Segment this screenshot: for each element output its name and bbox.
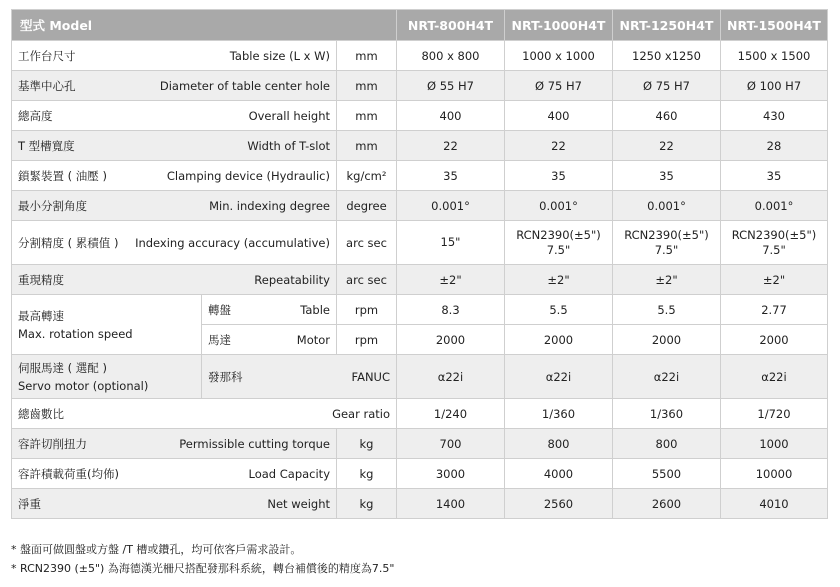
value-cell: 5500 <box>613 459 721 489</box>
value-cell: α22i <box>505 355 613 399</box>
row-load-capacity <box>12 459 828 489</box>
row-label <box>12 429 337 459</box>
value-cell: 35 <box>505 161 613 191</box>
row-label <box>12 101 337 131</box>
value-cell: 1000 <box>721 429 828 459</box>
sub-label <box>202 355 397 399</box>
sub-label <box>202 295 337 325</box>
speed-label <box>12 295 202 355</box>
value-cell: 2560 <box>505 489 613 519</box>
unit-cell: mm <box>337 71 397 101</box>
value-cell: Ø 55 H7 <box>397 71 505 101</box>
label-zh: 總齒數比 <box>18 406 64 421</box>
value-cell: Ø 100 H7 <box>721 71 828 101</box>
label-en: Servo motor (optional) <box>18 378 149 393</box>
value-cell: 5.5 <box>505 295 613 325</box>
value-cell <box>613 221 721 265</box>
label-en: Load Capacity <box>248 466 330 481</box>
value-cell: Ø 75 H7 <box>613 71 721 101</box>
value-cell: 8.3 <box>397 295 505 325</box>
servo-label <box>12 355 202 399</box>
sub-label-zh: 發那科 <box>208 369 243 384</box>
unit-cell: rpm <box>337 295 397 325</box>
label-zh: 分割精度 ( 累積值 ) <box>18 235 119 250</box>
model-header: 型式 Model <box>12 10 397 41</box>
model-col-1: NRT-800H4T <box>397 10 505 41</box>
unit-cell: kg/cm² <box>337 161 397 191</box>
row-label <box>12 265 337 295</box>
row-clamping-device <box>12 161 828 191</box>
row-label <box>12 459 337 489</box>
value-cell: 1/360 <box>613 399 721 429</box>
value-cell: 35 <box>397 161 505 191</box>
value-cell: 22 <box>505 131 613 161</box>
unit-cell: degree <box>337 191 397 221</box>
row-overall-height <box>12 101 828 131</box>
value-cell: 2000 <box>397 325 505 355</box>
value-line-1: 15" <box>440 235 461 249</box>
value-cell: ±2" <box>721 265 828 295</box>
row-label <box>12 399 397 429</box>
value-cell: ±2" <box>613 265 721 295</box>
value-cell: 2000 <box>613 325 721 355</box>
value-cell: 400 <box>397 101 505 131</box>
value-cell: 1/720 <box>721 399 828 429</box>
label-zh: 基準中心孔 <box>18 78 76 93</box>
value-line-2: 7.5" <box>546 242 571 257</box>
value-cell: 460 <box>613 101 721 131</box>
value-line-1: RCN2390(±5") <box>624 227 709 242</box>
value-line-2: 7.5" <box>654 242 679 257</box>
label-en: Clamping device (Hydraulic) <box>166 168 330 183</box>
value-cell: 35 <box>613 161 721 191</box>
label-en: Permissible cutting torque <box>179 436 330 451</box>
value-line-1: RCN2390(±5") <box>516 227 601 242</box>
footnote: * RCN2390 (±5") 為海德漢光柵尺搭配發那科系統，轉台補償後的精度為7.5" <box>11 562 395 575</box>
value-cell: 800 x 800 <box>397 41 505 71</box>
label-en: Min. indexing degree <box>209 198 330 213</box>
footnotes <box>11 540 394 578</box>
row-repeatability <box>12 265 828 295</box>
label-zh: 容許積載荷重(均佈) <box>18 466 119 481</box>
row-indexing-accuracy <box>12 221 828 265</box>
value-cell: α22i <box>721 355 828 399</box>
value-cell: α22i <box>613 355 721 399</box>
value-cell: 5.5 <box>613 295 721 325</box>
row-label <box>12 191 337 221</box>
value-cell: 800 <box>613 429 721 459</box>
label-zh: 最高轉速 <box>18 308 64 323</box>
value-cell: 1/360 <box>505 399 613 429</box>
row-label <box>12 41 337 71</box>
row-label <box>12 161 337 191</box>
unit-cell: mm <box>337 101 397 131</box>
label-zh: T 型槽寬度 <box>18 138 75 153</box>
value-cell: 1400 <box>397 489 505 519</box>
label-en: Net weight <box>267 496 330 511</box>
row-servo-motor <box>12 355 828 399</box>
value-cell: 800 <box>505 429 613 459</box>
label-en: Overall height <box>248 108 330 123</box>
sub-label-zh: 轉盤 <box>208 302 231 317</box>
row-label <box>12 221 337 265</box>
label-en: Table size (L x W) <box>229 48 330 63</box>
sub-label-en: Motor <box>296 332 330 347</box>
label-zh: 重現精度 <box>18 272 64 287</box>
label-zh: 最小分割角度 <box>18 198 87 213</box>
label-en: Repeatability <box>254 272 330 287</box>
value-cell: 1000 x 1000 <box>505 41 613 71</box>
value-cell: 2.77 <box>721 295 828 325</box>
unit-cell: rpm <box>337 325 397 355</box>
value-cell: ±2" <box>505 265 613 295</box>
label-zh: 工作台尺寸 <box>18 48 76 63</box>
value-cell <box>721 221 828 265</box>
value-cell: 1250 x1250 <box>613 41 721 71</box>
value-line-2: 7.5" <box>762 242 786 257</box>
value-cell: Ø 75 H7 <box>505 71 613 101</box>
label-en: Width of T-slot <box>247 138 330 153</box>
sub-label-zh: 馬達 <box>208 332 231 347</box>
model-col-2: NRT-1000H4T <box>505 10 613 41</box>
label-zh: 總高度 <box>18 108 53 123</box>
value-cell: 0.001° <box>397 191 505 221</box>
value-cell: 28 <box>721 131 828 161</box>
row-gear-ratio <box>12 399 828 429</box>
row-label <box>12 71 337 101</box>
value-cell: 0.001° <box>613 191 721 221</box>
value-cell: 0.001° <box>721 191 828 221</box>
label-zh: 淨重 <box>18 496 41 511</box>
value-cell: 400 <box>505 101 613 131</box>
value-cell: 35 <box>721 161 828 191</box>
value-cell: 430 <box>721 101 828 131</box>
row-speed-table <box>12 295 828 325</box>
value-cell: 0.001° <box>505 191 613 221</box>
value-cell: 4000 <box>505 459 613 489</box>
row-center-hole <box>12 71 828 101</box>
spec-table <box>11 9 828 519</box>
sub-label-en: FANUC <box>351 369 390 384</box>
value-cell <box>505 221 613 265</box>
header-row <box>12 10 828 41</box>
value-cell: 4010 <box>721 489 828 519</box>
unit-cell: mm <box>337 131 397 161</box>
value-cell: 22 <box>613 131 721 161</box>
value-cell: 2000 <box>721 325 828 355</box>
value-line-1: RCN2390(±5") <box>731 227 817 242</box>
row-label <box>12 489 337 519</box>
value-cell: 10000 <box>721 459 828 489</box>
value-cell <box>397 221 505 265</box>
value-cell: α22i <box>397 355 505 399</box>
row-tslot-width <box>12 131 828 161</box>
value-cell: ±2" <box>397 265 505 295</box>
label-zh: 鎖緊裝置 ( 油壓 ) <box>18 168 107 183</box>
label-en: Indexing accuracy (accumulative) <box>135 235 330 250</box>
label-zh: 伺服馬達 ( 選配 ) <box>18 360 107 375</box>
label-zh: 容許切削扭力 <box>18 436 87 451</box>
unit-cell: kg <box>337 429 397 459</box>
row-table-size <box>12 41 828 71</box>
unit-cell: kg <box>337 489 397 519</box>
label-en: Max. rotation speed <box>18 326 133 341</box>
value-cell: 2000 <box>505 325 613 355</box>
value-cell: 1500 x 1500 <box>721 41 828 71</box>
row-min-indexing <box>12 191 828 221</box>
unit-cell: mm <box>337 41 397 71</box>
value-cell: 2600 <box>613 489 721 519</box>
unit-cell: arc sec <box>337 221 397 265</box>
value-cell: 1/240 <box>397 399 505 429</box>
label-en: Diameter of table center hole <box>159 78 330 93</box>
value-cell: 3000 <box>397 459 505 489</box>
unit-cell: arc sec <box>337 265 397 295</box>
row-cutting-torque <box>12 429 828 459</box>
unit-cell: kg <box>337 459 397 489</box>
value-cell: 700 <box>397 429 505 459</box>
model-col-4: NRT-1500H4T <box>721 10 828 41</box>
sub-label <box>202 325 337 355</box>
row-net-weight <box>12 489 828 519</box>
model-col-3: NRT-1250H4T <box>613 10 721 41</box>
footnote: * 盤面可做圓盤或方盤 /T 槽或鑽孔，均可依客戶需求設計。 <box>11 543 302 556</box>
row-label <box>12 131 337 161</box>
value-cell: 22 <box>397 131 505 161</box>
sub-label-en: Table <box>300 302 330 317</box>
label-en: Gear ratio <box>332 406 390 421</box>
